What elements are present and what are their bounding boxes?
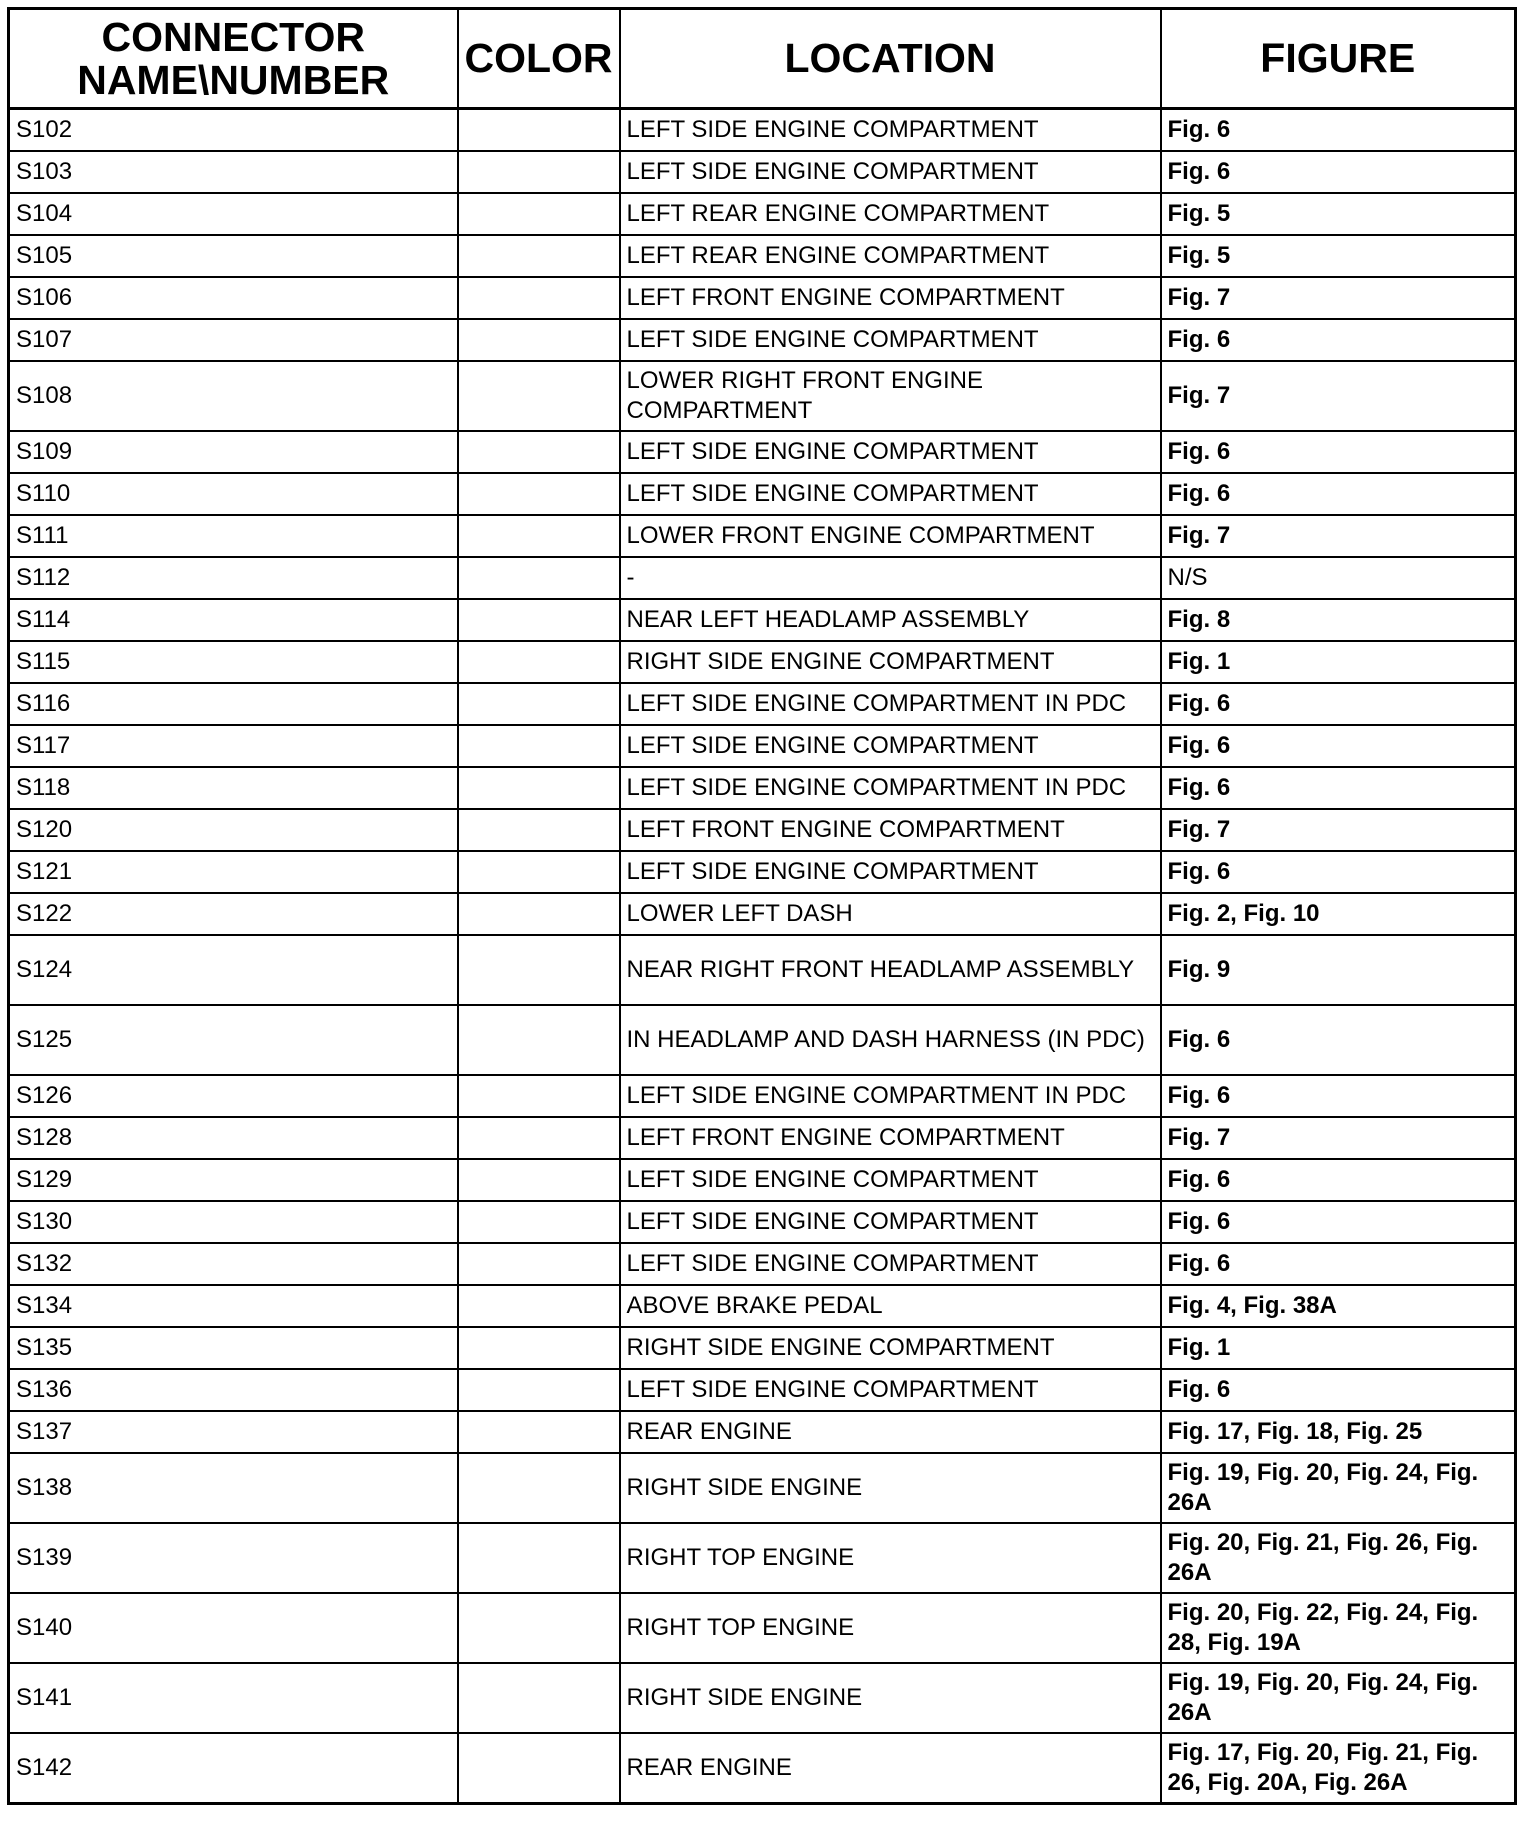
table-header bbox=[9, 9, 1516, 109]
connector-name-cell: S125 bbox=[9, 1005, 458, 1075]
color-cell bbox=[458, 1411, 620, 1453]
connector-name-cell: S139 bbox=[9, 1523, 458, 1593]
color-cell bbox=[458, 1159, 620, 1201]
connector-name-cell: S112 bbox=[9, 557, 458, 599]
header-color: COLOR bbox=[458, 9, 620, 109]
figure-cell: Fig. 1 bbox=[1161, 641, 1516, 683]
table-row bbox=[9, 1243, 1516, 1285]
table-row bbox=[9, 725, 1516, 767]
table-row bbox=[9, 1369, 1516, 1411]
table-row bbox=[9, 319, 1516, 361]
color-cell bbox=[458, 1327, 620, 1369]
figure-cell: Fig. 6 bbox=[1161, 1075, 1516, 1117]
table-row bbox=[9, 515, 1516, 557]
color-cell bbox=[458, 361, 620, 431]
location-cell: LEFT SIDE ENGINE COMPARTMENT IN PDC bbox=[620, 683, 1161, 725]
table-row bbox=[9, 473, 1516, 515]
table-row bbox=[9, 1663, 1516, 1733]
connector-name-cell: S102 bbox=[9, 109, 458, 152]
location-cell: RIGHT SIDE ENGINE bbox=[620, 1453, 1161, 1523]
location-cell: LEFT REAR ENGINE COMPARTMENT bbox=[620, 193, 1161, 235]
location-cell: LOWER FRONT ENGINE COMPARTMENT bbox=[620, 515, 1161, 557]
location-cell: LEFT SIDE ENGINE COMPARTMENT bbox=[620, 109, 1161, 152]
table-row bbox=[9, 1733, 1516, 1804]
figure-cell: Fig. 5 bbox=[1161, 193, 1516, 235]
table-row bbox=[9, 1285, 1516, 1327]
table-row bbox=[9, 1117, 1516, 1159]
table-row bbox=[9, 1523, 1516, 1593]
figure-cell: Fig. 4, Fig. 38A bbox=[1161, 1285, 1516, 1327]
color-cell bbox=[458, 1733, 620, 1804]
connector-name-cell: S140 bbox=[9, 1593, 458, 1663]
connector-name-cell: S111 bbox=[9, 515, 458, 557]
figure-cell: Fig. 17, Fig. 18, Fig. 25 bbox=[1161, 1411, 1516, 1453]
figure-cell: Fig. 7 bbox=[1161, 361, 1516, 431]
location-cell: IN HEADLAMP AND DASH HARNESS (IN PDC) bbox=[620, 1005, 1161, 1075]
figure-cell: Fig. 6 bbox=[1161, 109, 1516, 152]
color-cell bbox=[458, 1243, 620, 1285]
connector-name-cell: S124 bbox=[9, 935, 458, 1005]
color-cell bbox=[458, 319, 620, 361]
color-cell bbox=[458, 431, 620, 473]
table-row bbox=[9, 109, 1516, 152]
color-cell bbox=[458, 1201, 620, 1243]
connector-name-cell: S118 bbox=[9, 767, 458, 809]
connector-name-cell: S126 bbox=[9, 1075, 458, 1117]
figure-cell: Fig. 7 bbox=[1161, 277, 1516, 319]
color-cell bbox=[458, 277, 620, 319]
figure-cell: Fig. 19, Fig. 20, Fig. 24, Fig. 26A bbox=[1161, 1453, 1516, 1523]
connector-name-cell: S117 bbox=[9, 725, 458, 767]
table-row bbox=[9, 1327, 1516, 1369]
location-cell: LEFT SIDE ENGINE COMPARTMENT bbox=[620, 151, 1161, 193]
connector-name-cell: S128 bbox=[9, 1117, 458, 1159]
figure-cell: Fig. 20, Fig. 21, Fig. 26, Fig. 26A bbox=[1161, 1523, 1516, 1593]
color-cell bbox=[458, 1453, 620, 1523]
connector-name-cell: S137 bbox=[9, 1411, 458, 1453]
figure-cell: Fig. 6 bbox=[1161, 851, 1516, 893]
color-cell bbox=[458, 641, 620, 683]
table-row bbox=[9, 809, 1516, 851]
figure-cell: Fig. 1 bbox=[1161, 1327, 1516, 1369]
figure-cell: Fig. 9 bbox=[1161, 935, 1516, 1005]
figure-cell: Fig. 7 bbox=[1161, 515, 1516, 557]
color-cell bbox=[458, 767, 620, 809]
table-row bbox=[9, 599, 1516, 641]
figure-cell: Fig. 19, Fig. 20, Fig. 24, Fig. 26A bbox=[1161, 1663, 1516, 1733]
color-cell bbox=[458, 935, 620, 1005]
connector-name-cell: S134 bbox=[9, 1285, 458, 1327]
connector-name-cell: S135 bbox=[9, 1327, 458, 1369]
figure-cell: Fig. 6 bbox=[1161, 767, 1516, 809]
connector-name-cell: S142 bbox=[9, 1733, 458, 1804]
connector-name-cell: S108 bbox=[9, 361, 458, 431]
location-cell: LOWER LEFT DASH bbox=[620, 893, 1161, 935]
connector-name-cell: S115 bbox=[9, 641, 458, 683]
location-cell: LEFT SIDE ENGINE COMPARTMENT bbox=[620, 319, 1161, 361]
location-cell: RIGHT TOP ENGINE bbox=[620, 1523, 1161, 1593]
figure-cell: Fig. 8 bbox=[1161, 599, 1516, 641]
location-cell: REAR ENGINE bbox=[620, 1733, 1161, 1804]
table-row bbox=[9, 893, 1516, 935]
table-row bbox=[9, 235, 1516, 277]
color-cell bbox=[458, 109, 620, 152]
figure-cell: Fig. 5 bbox=[1161, 235, 1516, 277]
connector-name-cell: S130 bbox=[9, 1201, 458, 1243]
connector-name-cell: S107 bbox=[9, 319, 458, 361]
color-cell bbox=[458, 851, 620, 893]
color-cell bbox=[458, 599, 620, 641]
location-cell: LEFT SIDE ENGINE COMPARTMENT IN PDC bbox=[620, 767, 1161, 809]
figure-cell: N/S bbox=[1161, 557, 1516, 599]
location-cell: LEFT SIDE ENGINE COMPARTMENT bbox=[620, 431, 1161, 473]
location-cell: RIGHT SIDE ENGINE COMPARTMENT bbox=[620, 1327, 1161, 1369]
table-body bbox=[9, 109, 1516, 1804]
color-cell bbox=[458, 1285, 620, 1327]
figure-cell: Fig. 6 bbox=[1161, 1159, 1516, 1201]
color-cell bbox=[458, 725, 620, 767]
figure-cell: Fig. 20, Fig. 22, Fig. 24, Fig. 28, Fig. 19A bbox=[1161, 1593, 1516, 1663]
color-cell bbox=[458, 151, 620, 193]
figure-cell: Fig. 6 bbox=[1161, 1369, 1516, 1411]
connector-name-cell: S114 bbox=[9, 599, 458, 641]
color-cell bbox=[458, 1369, 620, 1411]
location-cell: LEFT FRONT ENGINE COMPARTMENT bbox=[620, 1117, 1161, 1159]
table-row bbox=[9, 683, 1516, 725]
location-cell: LEFT SIDE ENGINE COMPARTMENT bbox=[620, 1159, 1161, 1201]
connector-name-cell: S104 bbox=[9, 193, 458, 235]
connector-name-cell: S110 bbox=[9, 473, 458, 515]
location-cell: LEFT SIDE ENGINE COMPARTMENT bbox=[620, 1369, 1161, 1411]
table-row bbox=[9, 1201, 1516, 1243]
connector-location-table bbox=[7, 7, 1517, 1805]
location-cell: LOWER RIGHT FRONT ENGINE COMPARTMENT bbox=[620, 361, 1161, 431]
color-cell bbox=[458, 683, 620, 725]
connector-name-cell: S132 bbox=[9, 1243, 458, 1285]
table-row bbox=[9, 1453, 1516, 1523]
table-row bbox=[9, 1005, 1516, 1075]
figure-cell: Fig. 7 bbox=[1161, 1117, 1516, 1159]
location-cell: LEFT SIDE ENGINE COMPARTMENT bbox=[620, 1201, 1161, 1243]
table-row bbox=[9, 277, 1516, 319]
color-cell bbox=[458, 1523, 620, 1593]
color-cell bbox=[458, 809, 620, 851]
location-cell: NEAR RIGHT FRONT HEADLAMP ASSEMBLY bbox=[620, 935, 1161, 1005]
location-cell: NEAR LEFT HEADLAMP ASSEMBLY bbox=[620, 599, 1161, 641]
location-cell: ABOVE BRAKE PEDAL bbox=[620, 1285, 1161, 1327]
location-cell: LEFT FRONT ENGINE COMPARTMENT bbox=[620, 809, 1161, 851]
location-cell: LEFT SIDE ENGINE COMPARTMENT IN PDC bbox=[620, 1075, 1161, 1117]
header-row bbox=[9, 9, 1516, 109]
header-connector: CONNECTOR NAME\NUMBER bbox=[9, 9, 458, 109]
figure-cell: Fig. 7 bbox=[1161, 809, 1516, 851]
connector-name-cell: S103 bbox=[9, 151, 458, 193]
location-cell: LEFT FRONT ENGINE COMPARTMENT bbox=[620, 277, 1161, 319]
location-cell: RIGHT SIDE ENGINE bbox=[620, 1663, 1161, 1733]
location-cell: LEFT REAR ENGINE COMPARTMENT bbox=[620, 235, 1161, 277]
table-row bbox=[9, 151, 1516, 193]
table-row bbox=[9, 361, 1516, 431]
table-row bbox=[9, 557, 1516, 599]
figure-cell: Fig. 6 bbox=[1161, 151, 1516, 193]
color-cell bbox=[458, 515, 620, 557]
location-cell: RIGHT SIDE ENGINE COMPARTMENT bbox=[620, 641, 1161, 683]
table-row bbox=[9, 935, 1516, 1005]
table-row bbox=[9, 641, 1516, 683]
connector-name-cell: S105 bbox=[9, 235, 458, 277]
figure-cell: Fig. 6 bbox=[1161, 725, 1516, 767]
figure-cell: Fig. 6 bbox=[1161, 1201, 1516, 1243]
figure-cell: Fig. 6 bbox=[1161, 473, 1516, 515]
connector-name-cell: S116 bbox=[9, 683, 458, 725]
color-cell bbox=[458, 893, 620, 935]
connector-name-cell: S120 bbox=[9, 809, 458, 851]
location-cell: RIGHT TOP ENGINE bbox=[620, 1593, 1161, 1663]
connector-name-cell: S136 bbox=[9, 1369, 458, 1411]
connector-name-cell: S141 bbox=[9, 1663, 458, 1733]
location-cell: - bbox=[620, 557, 1161, 599]
color-cell bbox=[458, 1005, 620, 1075]
color-cell bbox=[458, 473, 620, 515]
connector-name-cell: S122 bbox=[9, 893, 458, 935]
header-figure: FIGURE bbox=[1161, 9, 1516, 109]
color-cell bbox=[458, 1075, 620, 1117]
figure-cell: Fig. 17, Fig. 20, Fig. 21, Fig. 26, Fig. 20A, Fig. 26A bbox=[1161, 1733, 1516, 1804]
figure-cell: Fig. 6 bbox=[1161, 1005, 1516, 1075]
table-row bbox=[9, 431, 1516, 473]
table-row bbox=[9, 1411, 1516, 1453]
figure-cell: Fig. 6 bbox=[1161, 431, 1516, 473]
location-cell: LEFT SIDE ENGINE COMPARTMENT bbox=[620, 725, 1161, 767]
figure-cell: Fig. 6 bbox=[1161, 683, 1516, 725]
color-cell bbox=[458, 557, 620, 599]
connector-name-cell: S121 bbox=[9, 851, 458, 893]
table-row bbox=[9, 1075, 1516, 1117]
location-cell: LEFT SIDE ENGINE COMPARTMENT bbox=[620, 473, 1161, 515]
table-row bbox=[9, 193, 1516, 235]
figure-cell: Fig. 2, Fig. 10 bbox=[1161, 893, 1516, 935]
header-location: LOCATION bbox=[620, 9, 1161, 109]
color-cell bbox=[458, 235, 620, 277]
table-row bbox=[9, 1159, 1516, 1201]
color-cell bbox=[458, 1593, 620, 1663]
connector-name-cell: S109 bbox=[9, 431, 458, 473]
table-row bbox=[9, 1593, 1516, 1663]
location-cell: REAR ENGINE bbox=[620, 1411, 1161, 1453]
connector-name-cell: S138 bbox=[9, 1453, 458, 1523]
table-row bbox=[9, 851, 1516, 893]
connector-name-cell: S129 bbox=[9, 1159, 458, 1201]
color-cell bbox=[458, 1117, 620, 1159]
connector-name-cell: S106 bbox=[9, 277, 458, 319]
figure-cell: Fig. 6 bbox=[1161, 319, 1516, 361]
table-row bbox=[9, 767, 1516, 809]
location-cell: LEFT SIDE ENGINE COMPARTMENT bbox=[620, 851, 1161, 893]
color-cell bbox=[458, 1663, 620, 1733]
figure-cell: Fig. 6 bbox=[1161, 1243, 1516, 1285]
location-cell: LEFT SIDE ENGINE COMPARTMENT bbox=[620, 1243, 1161, 1285]
color-cell bbox=[458, 193, 620, 235]
